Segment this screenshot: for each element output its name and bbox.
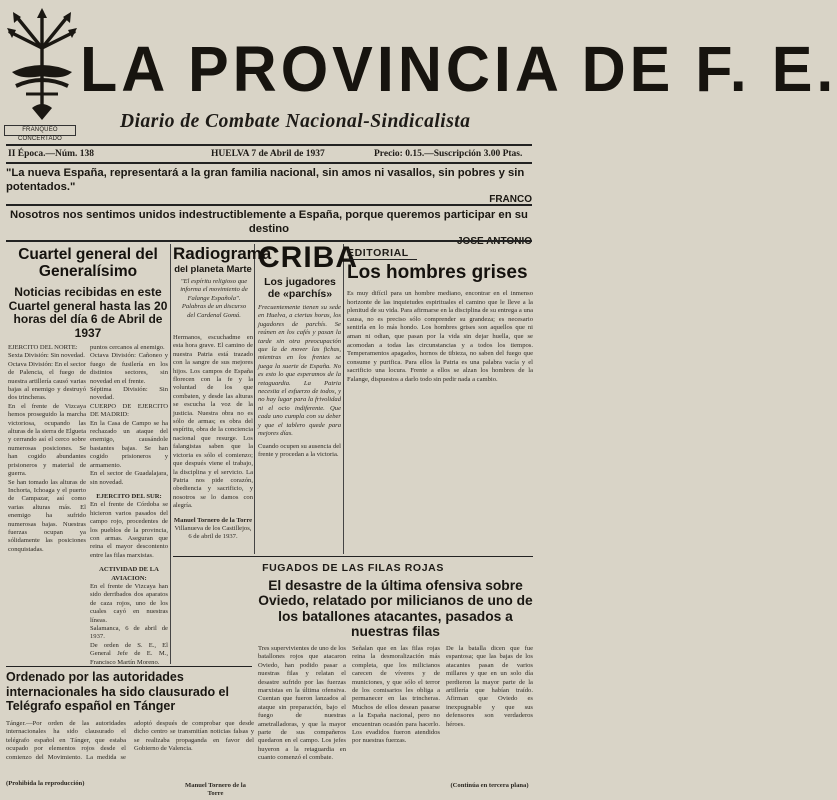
divider [6, 204, 532, 206]
article-body-column: puntos cercanos al enemigo. Octava División: Cañoneo y fuego de fusilería en los distintos sectores, sin novedad en el frente. Séptima División: Sin novedad. CUERPO DE EJERCITO DE MADRID: En la Casa de Campo se ha rechazado un ataque del enemigo, causándole bastantes bajas. Se han cogido prisioneros y armamento. En el sector de Guadalajara, sin novedad. EJERCITO DEL SUR: En el frente de Córdoba se hicieron varios pasados del campo rojo, procedentes de los pueblos de la provincia, con armas. Aseguran que reina el mayor descontento entre las filas marxistas. ACTIVIDAD DE LA AVIACION: En el frente de Vizcaya han sido derribados dos aparatos de caza rojos, uno de los cuales cayó en nuestras líneas. Salamanca, 6 de abril de 1937. De orden de S. E., El General Jefe de E. M., Francisco Martín Moreno. [90, 344, 168, 666]
section-label: EJERCITO DEL SUR: [96, 492, 162, 500]
article-headline: Cuartel general del Generalísimo [18, 246, 158, 280]
article-body: Tres supervivientes de uno de los batallones rojos que atacaron Oviedo, han podido pasar a nuestras filas y relatan el desastre sufrido por las fuerzas marxistas en la última ofensiva. Cuentan que fueron lanzados al ataque sin preparación, bajo el fuego de nuestras ametralladoras, y que la mayor parte de sus compañeros quedaron en el campo. Los jefes huyeron a la retaguardia en cuanto comenzó el combate. [258, 645, 346, 762]
article-subheadline: del planeta Marte [174, 264, 252, 275]
footer-signature: Manuel Tornero de la Torre [185, 782, 246, 797]
article-headline: Ordenado por las autoridades internacionales ha sido clausurado el Telégrafo español en Tánger [6, 670, 229, 713]
slogan-franco: "La nueva España, representará a la gran familia nacional, sin amos ni vasallos, sin pobres y sin potentados." FRANCO [6, 167, 532, 205]
article-headline: Los hombres grises [347, 262, 528, 283]
article-subheadline: Los jugadores de «parchís» [264, 276, 336, 300]
article-body: De la batalla dicen que fue espantosa; que las bajas de los atacantes pasan de varios millares y que en un solo día perdieron la mayor parte de la artillería que habían traído. Afirman que Oviedo es inexpugnable y que sus defensores son verdaderos héroes. [446, 645, 533, 728]
issue-price: Precio: 0.15.—Suscripción 3.00 Ptas. [374, 149, 523, 159]
column-divider [170, 244, 171, 664]
article-signature: Manuel Tornero de la Torre [173, 516, 253, 524]
article-headline: CRIBA [258, 241, 358, 274]
column-divider [343, 244, 344, 554]
article-headline: Radiograma [173, 244, 272, 263]
footer-note: (Prohibida la reproducción) [6, 780, 85, 787]
article-quote: "El espíritu religioso que informa el movimiento de Falange Española". Palabras de un discurso del Cardenal Gomá. [180, 278, 248, 319]
continuation-note: (Continúa en tercera plana) [450, 782, 529, 789]
issue-info-bar [6, 144, 532, 164]
article-body: Tánger.—Por orden de las autoridades internacionales ha sido clausurado el telégrafo español en Tánger, que estaba ocupado por elementos rojos desde el comienzo del Movimiento. La medida se adoptó después de comprobar que desde dicho centro se transmitían noticias falsas y se realizaba propaganda en favor del Gobierno de Valencia. [6, 720, 254, 761]
article-body-column: Hermanos, escuchadme en esta hora grave. El camino de nuestra Patria está trazado con la sangre de sus mejores hijos. Los campos de España florecen con la fe y la voluntad de los que combaten, y desde las alturas se escucha la voz de la justicia. Nuestra obra no es sólo de armas; es obra del espíritu, obra de la conciencia nacional que resurge. Los falangistas saben que la victoria es sólo el comienzo; que después viene el trabajo, la disciplina y el servicio. La Patria nos pide corazón, obediencia y sacrificio, y nosotros se lo damos con alegría. Manuel Tornero de la Torre Villanueva de los Castillejos, 6 de abril de 1937. [173, 334, 253, 541]
article-body-column: Frecuentemente tienen su sede en Huelva, a ciertas horas, los jugadores de parchís. Se reúnen en los cafés y pasan la tarde sin otra preocupación que la de mover las fichas, mientras en los frentes se juega la suerte de España. No es esto lo que esperamos de la retaguardia. La Patria necesita el esfuerzo de todos, y no hay lugar para la frivolidad ni el ocio indiferente. Que cada uno cumpla con su deber y que el tablero quede para mejores días. Cuando ocupen su ausencia del frente y procedan a la victoria. [258, 304, 341, 458]
issue-date: HUELVA 7 de Abril de 1937 [211, 149, 325, 159]
section-kicker: EDITORIAL [347, 247, 417, 260]
postage-stamp-label: FRANQUEO CONCERTADO [4, 125, 76, 136]
issue-number: II Época.—Núm. 138 [8, 149, 95, 159]
divider [173, 556, 533, 557]
section-kicker: FUGADOS DE LAS FILAS ROJAS [262, 562, 444, 574]
article-subheadline: Noticias recibidas en este Cuartel general hasta las 20 horas del día 6 de Abril de 1937 [8, 285, 168, 340]
slogan-author: FRANCO [489, 194, 532, 205]
slogan-jose-antonio: Nosotros nos sentimos unidos indestructiblemente a España, porque queremos participar en su destino JOSE ANTONIO [6, 208, 532, 248]
article-body: EJERCITO DEL NORTE: Sexta División: Sin novedad. Octava División: En el sector de Palencia, el fuego de nuestra artillería causó varias bajas al enemigo y destruyó dos trincheras. En el frente de Vizcaya hemos proseguido la marcha victoriosa, ocupando las alturas de la sierra de Elgueta y cerrando así el cerco sobre numerosas posiciones. Se han cogido abundantes prisioneros y material de guerra. Se han tomado las alturas de Inchorta, Ichoaga y el puerto de Campazar, así como varias alturas más. El enemigo ha sufrido numerosas bajas. Nuestras fuerzas ocupan ya sólidamente las posiciones conquistadas. [8, 344, 86, 553]
article-headline: El desastre de la última ofensiva sobre Oviedo, relatado por milicianos de uno de los batallones atacantes, pasados a nuestras filas [258, 578, 533, 640]
newspaper-title: LA PROVINCIA DE F. E. [80, 33, 837, 105]
article-body: Señalan que en las filas rojas reina la desmoralización más completa, que los milicianos carecen de víveres y de municiones, y que sólo el terror de los comisarios les obliga a permanecer en las trincheras. Muchos de ellos desean pasarse a la España nacional, pero no encuentran ocasión para hacerlo. Los evadidos fueron atendidos por nuestras fuerzas. [352, 645, 440, 745]
yoke-and-arrows-icon [6, 8, 78, 124]
slogan-author: JOSE ANTONIO [456, 236, 532, 247]
section-label: ACTIVIDAD DE LA AVIACION: [99, 566, 159, 582]
newspaper-subtitle: Diario de Combate Nacional-Sindicalista [120, 111, 471, 132]
column-divider [254, 244, 255, 554]
article-body: Es muy difícil para un hombre mediano, encontrar en el inmenso horizonte de las inquietudes espirituales el camino que le lleve a la plenitud de su vida. Para afirmarse en la disciplina de su entrega a una causa, no es preciso sólo comprender su grandeza; es necesario sentirla en lo más hondo. Los hombres grises son aquellos que ni aman ni odian, que pasan por la vida sin dejar huella, que se acomodan a todas las circunstancias y a todos los tiempos. Temperamentos apagados, hornos de tibieza, no saben del fuego que consume y purifica. Para ellos la Patria es una palabra vacía y el sacrificio una locura. Frente a ellos se alzan los hombres de la Falange, dispuestos a darlo todo sin pedir nada a cambio. [347, 290, 533, 383]
